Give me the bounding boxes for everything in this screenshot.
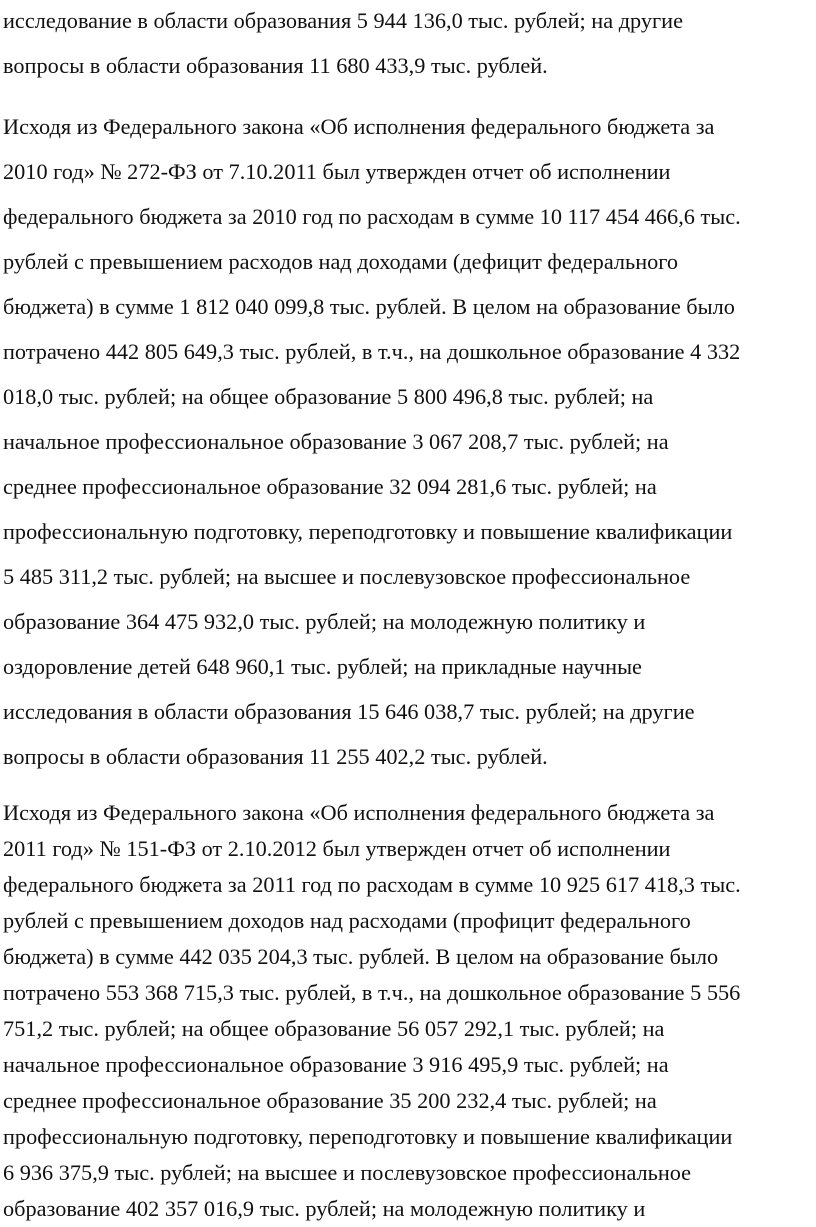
text-line: начальное профессиональное образование 3 067 208,7 тыс. рублей; на [3, 429, 669, 454]
paragraph-gap [3, 779, 815, 795]
text-line: 5 485 311,2 тыс. рублей; на высшее и послевузовское профессиональное [3, 564, 691, 589]
text-line: потрачено 553 368 715,3 тыс. рублей, в т.ч., на дошкольное образование 5 556 [3, 980, 741, 1005]
text-line: федерального бюджета за 2010 год по расходам в сумме 10 117 454 466,6 тыс. [3, 204, 741, 229]
text-line: Исходя из Федерального закона «Об исполнения федерального бюджета за [3, 800, 715, 825]
text-line: рублей с превышением доходов над расходами (профицит федерального [3, 908, 691, 933]
text-line: среднее профессиональное образование 35 200 232,4 тыс. рублей; на [3, 1088, 657, 1113]
text-line: исследования в области образования 15 646 038,7 тыс. рублей; на другие [3, 699, 695, 724]
text-line: профессиональную подготовку, переподготовку и повышение квалификации [3, 519, 733, 544]
text-line: образование 364 475 932,0 тыс. рублей; на молодежную политику и [3, 609, 646, 634]
text-line: федерального бюджета за 2011 год по расходам в сумме 10 925 617 418,3 тыс. [3, 872, 741, 897]
text-line: бюджета) в сумме 442 035 204,3 тыс. рублей. В целом на образование было [3, 944, 719, 969]
text-line: 751,2 тыс. рублей; на общее образование 56 057 292,1 тыс. рублей; на [3, 1016, 665, 1041]
text-line: среднее профессиональное образование 32 094 281,6 тыс. рублей; на [3, 474, 657, 499]
text-line: вопросы в области образования 11 255 402,2 тыс. рублей. [3, 744, 548, 769]
paragraph-2 [3, 104, 815, 779]
paragraph-1 [3, 0, 815, 88]
text-line: оздоровление детей 648 960,1 тыс. рублей; на прикладные научные [3, 654, 642, 679]
text-line: образование 402 357 016,9 тыс. рублей; на молодежную политику и [3, 1196, 646, 1221]
text-line: исследование в области образования 5 944 136,0 тыс. рублей; на другие [3, 8, 684, 33]
text-line: рублей с превышением расходов над доходами (дефицит федерального [3, 249, 679, 274]
text-line: потрачено 442 805 649,3 тыс. рублей, в т.ч., на дошкольное образование 4 332 [3, 339, 741, 364]
text-line: 6 936 375,9 тыс. рублей; на высшее и послевузовское профессиональное [3, 1160, 692, 1185]
text-line: бюджета) в сумме 1 812 040 099,8 тыс. рублей. В целом на образование было [3, 294, 735, 319]
text-line: Исходя из Федерального закона «Об исполнения федерального бюджета за [3, 114, 715, 139]
text-line: 2010 год» № 272-ФЗ от 7.10.2011 был утвержден отчет об исполнении [3, 159, 671, 184]
paragraph-3 [3, 795, 815, 1227]
document-page [3, 0, 815, 1227]
text-line: 2011 год» № 151-ФЗ от 2.10.2012 был утвержден отчет об исполнении [3, 836, 671, 861]
paragraph-gap [3, 88, 815, 104]
text-line: профессиональную подготовку, переподготовку и повышение квалификации [3, 1124, 733, 1149]
text-line: вопросы в области образования 11 680 433,9 тыс. рублей. [3, 53, 548, 78]
text-line: начальное профессиональное образование 3 916 495,9 тыс. рублей; на [3, 1052, 669, 1077]
text-line: 018,0 тыс. рублей; на общее образование 5 800 496,8 тыс. рублей; на [3, 384, 654, 409]
